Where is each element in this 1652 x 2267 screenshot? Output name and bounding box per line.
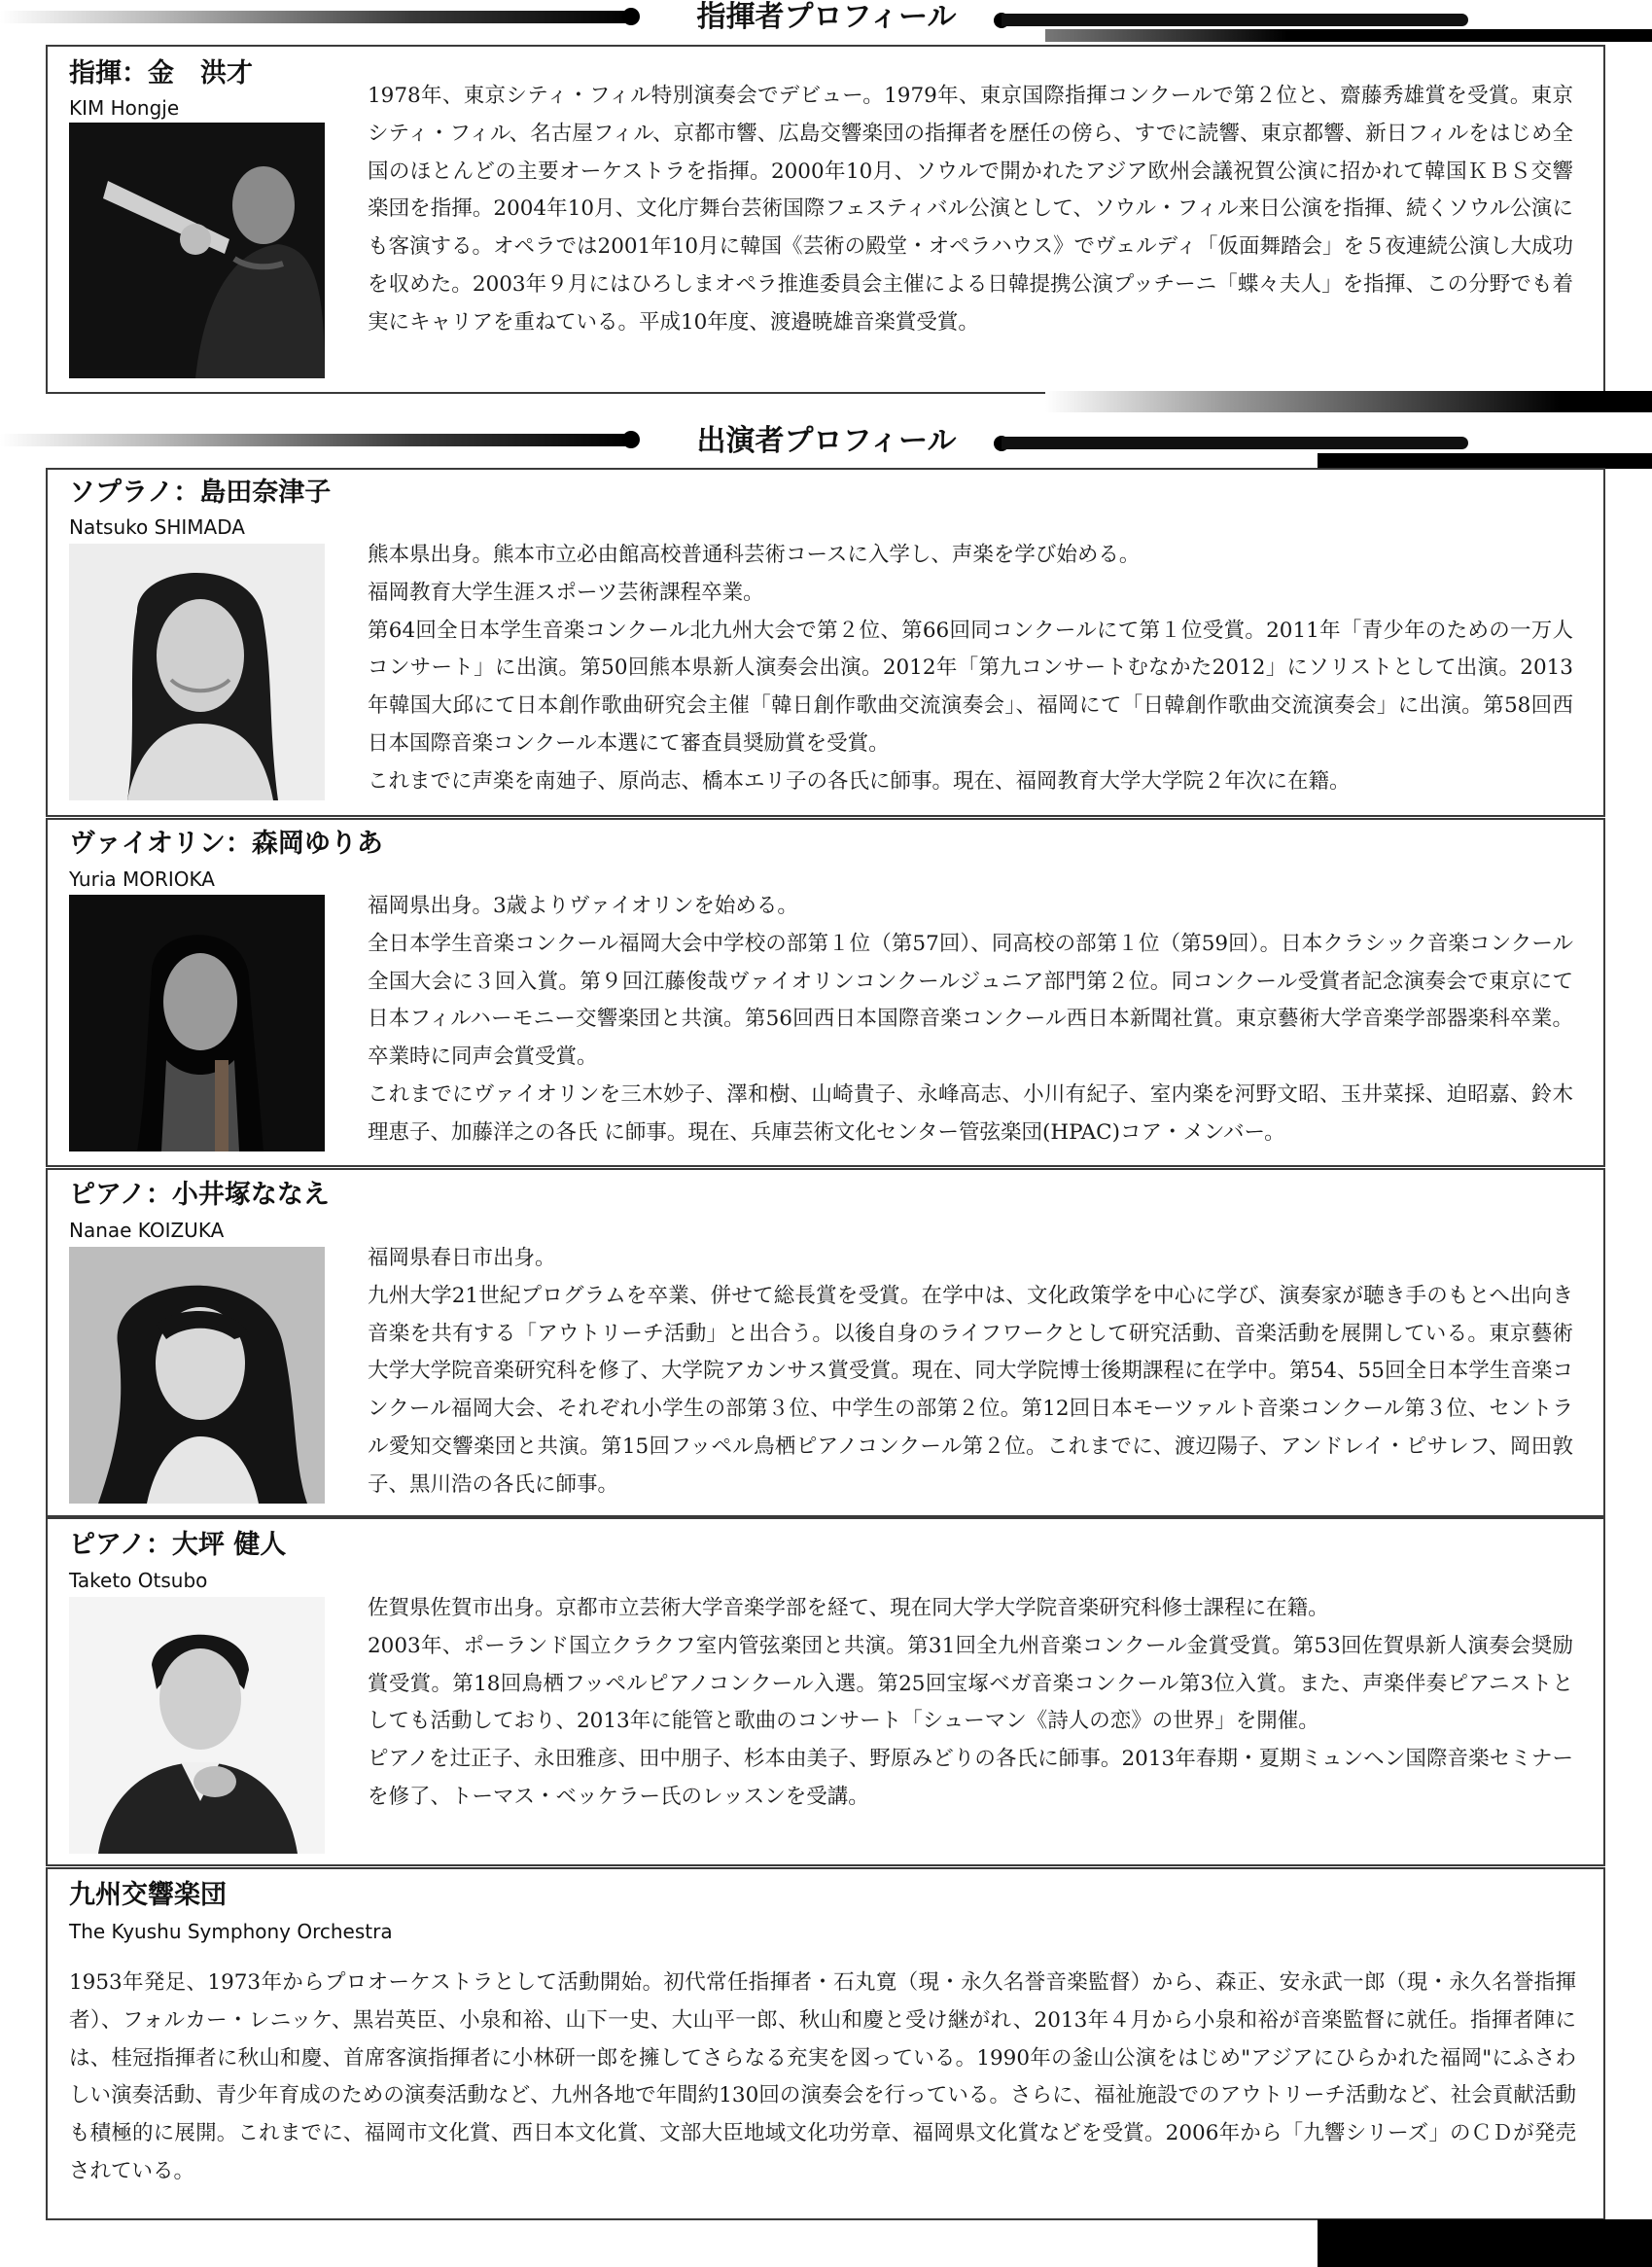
decor-bottom-band (1318, 2219, 1652, 2267)
violinist-photo (69, 895, 325, 1151)
performer-bio (368, 537, 1573, 801)
bio-paragraph: これまでにヴァイオリンを三木妙子、澤和樹、山崎貴子、永峰高志、小川有紀子、室内楽を河野文昭、玉井菜採、迫昭嘉、鈴木理恵子、加藤洋之の各氏 に師事。現在、兵庫芸術文化センター管弦楽団(HPAC)コア・メンバー。 (368, 1081, 1573, 1145)
header2-rule-left (0, 434, 632, 446)
performer-bio (368, 1240, 1573, 1505)
bio-paragraph: 佐賀県佐賀市出身。京都市立芸術大学音楽学部を経て、現在同大学大学院音楽研究科修士課程に在籍。 (368, 1596, 1329, 1620)
header2-rule-right-lower (1318, 453, 1652, 469)
orchestra-bio-text: 1953年発足、1973年からプロオーケストラとして活動開始。初代常任指揮者・石丸寛（現・永久名誉音楽監督）から、森正、安永武一郎（現・永久名誉指揮者）、フォルカー・レニッケ、黒岩英臣、小泉和裕、山下一史、大山平一郎、秋山和慶と受け継がれ、2013年４月から小泉和裕が音楽監督に就任。指揮者陣には、桂冠指揮者に秋山和慶、首席客演指揮者に小林研一郎を擁してさらなる充実を図っている。1990年の釜山公演をはじめ"アジアにひらかれた福岡"にふさわしい演奏活動、青少年育成のための演奏活動など、九州各地で年間約130回の演奏会を行っている。さらに、福祉施設でのアウトリーチ活動など、社会貢献活動も積極的に展開。これまでに、福岡市文化賞、西日本文化賞、文部大臣地域文化功労章、福岡県文化賞などを受賞。2006年から「九響シリーズ」のＣＤが発売されている。 (69, 1970, 1576, 2183)
orchestra-name: 九州交響楽団 (69, 1880, 227, 1910)
orchestra-name-en: The Kyushu Symphony Orchestra (69, 1920, 393, 1943)
bio-paragraph: これまでに声楽を南廸子、原尚志、橋本エリ子の各氏に師事。現在、福岡教育大学大学院２年次に在籍。 (368, 768, 1351, 794)
pianist-1-photo (69, 1247, 325, 1504)
decor-block-right (1045, 391, 1652, 412)
performer-name: ソプラノ：島田奈津子 (69, 478, 332, 508)
bio-paragraph: 2003年、ポーランド国立クラクフ室内管弦楽団と共演。第31回全九州音楽コンクール金賞受賞。第53回佐賀県新人演奏会奨励賞受賞。第18回鳥栖フッペルピアノコンクール入選。第25回宝塚ベガ音楽コンクール第3位入賞。また、声楽伴奏ピアニストとしても活動しており、2013年に能管と歌曲のコンサート「シューマン《詩人の恋》の世界」を開催。 (368, 1633, 1573, 1734)
bio-paragraph: 九州大学21世紀プログラムを卒業、併せて総長賞を受賞。在学中は、文化政策学を中心に学び、演奏家が聴き手のもとへ出向き音楽を共有する「アウトリーチ活動」と出合う。以後自身のライフワークとして研究活動、音楽活動を展開している。東京藝術大学大学院音楽研究科を修了、大学院アカンサス賞受賞。現在、同大学院博士後期課程に在学中。第54、55回全日本学生音楽コンクール福岡大会、それぞれ小学生の部第３位、中学生の部第２位。第12回日本モーツァルト音楽コンクール第３位、セントラル愛知交響楽団と共演。第15回フッペル鳥栖ピアノコンクール第２位。これまでに、渡辺陽子、アンドレイ・ピサレフ、岡田敦子、黒川浩の各氏に師事。 (368, 1283, 1573, 1497)
bio-paragraph: 全日本学生音楽コンクール福岡大会中学校の部第１位（第57回）、同高校の部第１位（第59回）。日本クラシック音楽コンクール全国大会に３回入賞。第９回江藤俊哉ヴァイオリンコンクールジュニア部門第２位。同コンクール受賞者記念演奏会で東京にて日本フィルハーモニー交響楽団と共演。第56回西日本国際音楽コンクール西日本新聞社賞。東京藝術大学音楽学部器楽科卒業。卒業時に同声会賞受賞。 (368, 931, 1573, 1070)
header-rule-left-dot (622, 8, 640, 25)
performers-section-title: 出演者プロフィール (696, 424, 957, 458)
orchestra-bio (69, 1965, 1576, 2191)
conductor-bio (368, 78, 1573, 342)
performer-name-en: Natsuko SHIMADA (69, 515, 245, 539)
header-rule-right-lower (1045, 29, 1652, 42)
performer-name: ヴァイオリン：森岡ゆりあ (69, 829, 383, 859)
conductor-name: 指揮：金 洪才 (69, 58, 253, 89)
performer-name-en: Nanae KOIZUKA (69, 1219, 225, 1242)
conductor-section-title: 指揮者プロフィール (696, 0, 957, 34)
performer-bio (368, 888, 1573, 1152)
bio-paragraph: 福岡教育大学生涯スポーツ芸術課程卒業。 (368, 580, 764, 605)
bio-paragraph: 第64回全日本学生音楽コンクール北九州大会で第２位、第66回同コンクールにて第１位受賞。2011年「青少年のための一万人コンサート」に出演。第50回熊本県新人演奏会出演。2012年「第九コンサートむなかた2012」にソリストとして出演。2013年韓国大邱にて日本創作歌曲研究会主催「韓日創作歌曲交流演奏会」、福岡にて「日韓創作歌曲交流演奏会」に出演。第58回西日本国際音楽コンクール本選にて審査員奨励賞を受賞。 (368, 618, 1573, 756)
conductor-bio-text: 1978年、東京シティ・フィル特別演奏会でデビュー。1979年、東京国際指揮コンクールで第２位と、齋藤秀雄賞を受賞。東京シティ・フィル、名古屋フィル、京都市響、広島交響楽団の指揮者を歴任の傍ら、すでに読響、東京都響、新日フィルをはじめ全国のほとんどの主要オーケストラを指揮。2000年10月、ソウルで開かれたアジア欧州会議祝賀公演に招かれて韓国ＫＢＳ交響楽団を指揮。2004年10月、文化庁舞台芸術国際フェスティバル公演として、ソウル・フィル来日公演を指揮、続くソウル公演にも客演する。オペラでは2001年10月に韓国《芸術の殿堂・オペラハウス》でヴェルディ「仮面舞踏会」を５夜連続公演し大成功を収めた。2003年９月にはひろしまオペラ推進委員会主催による日韓提携公演プッチーニ「蝶々夫人」を指揮、この分野でも着実にキャリアを重ねている。平成10年度、渡邉暁雄音楽賞受賞。 (368, 84, 1573, 335)
header-rule-left (0, 11, 632, 23)
performer-name-en: Taketo Otsubo (69, 1569, 208, 1592)
bio-paragraph: 熊本県出身。熊本市立必由館高校普通科芸術コースに入学し、声楽を学び始める。 (368, 543, 1141, 567)
bio-paragraph: ピアノを辻正子、永田雅彦、田中朋子、杉本由美子、野原みどりの各氏に師事。2013年春期・夏期ミュンヘン国際音楽セミナーを修了、トーマス・ベッケラー氏のレッスンを受講。 (368, 1747, 1573, 1809)
performer-name-en: Yuria MORIOKA (69, 868, 215, 891)
header2-rule-right (1002, 437, 1468, 449)
header-rule-right (1002, 14, 1468, 26)
performer-name: ピアノ：小井塚ななえ (69, 1180, 330, 1210)
conductor-photo (69, 123, 325, 378)
performer-bio (368, 1590, 1573, 1817)
conductor-name-en: KIM Hongje (69, 96, 180, 120)
pianist-2-photo (69, 1597, 325, 1854)
bio-paragraph: 福岡県出身。3歳よりヴァイオリンを始める。 (368, 894, 798, 918)
bio-paragraph: 福岡県春日市出身。 (368, 1246, 556, 1270)
header2-rule-left-dot (622, 431, 640, 448)
soprano-photo (69, 544, 325, 800)
performer-name: ピアノ：大坪 健人 (69, 1530, 287, 1560)
